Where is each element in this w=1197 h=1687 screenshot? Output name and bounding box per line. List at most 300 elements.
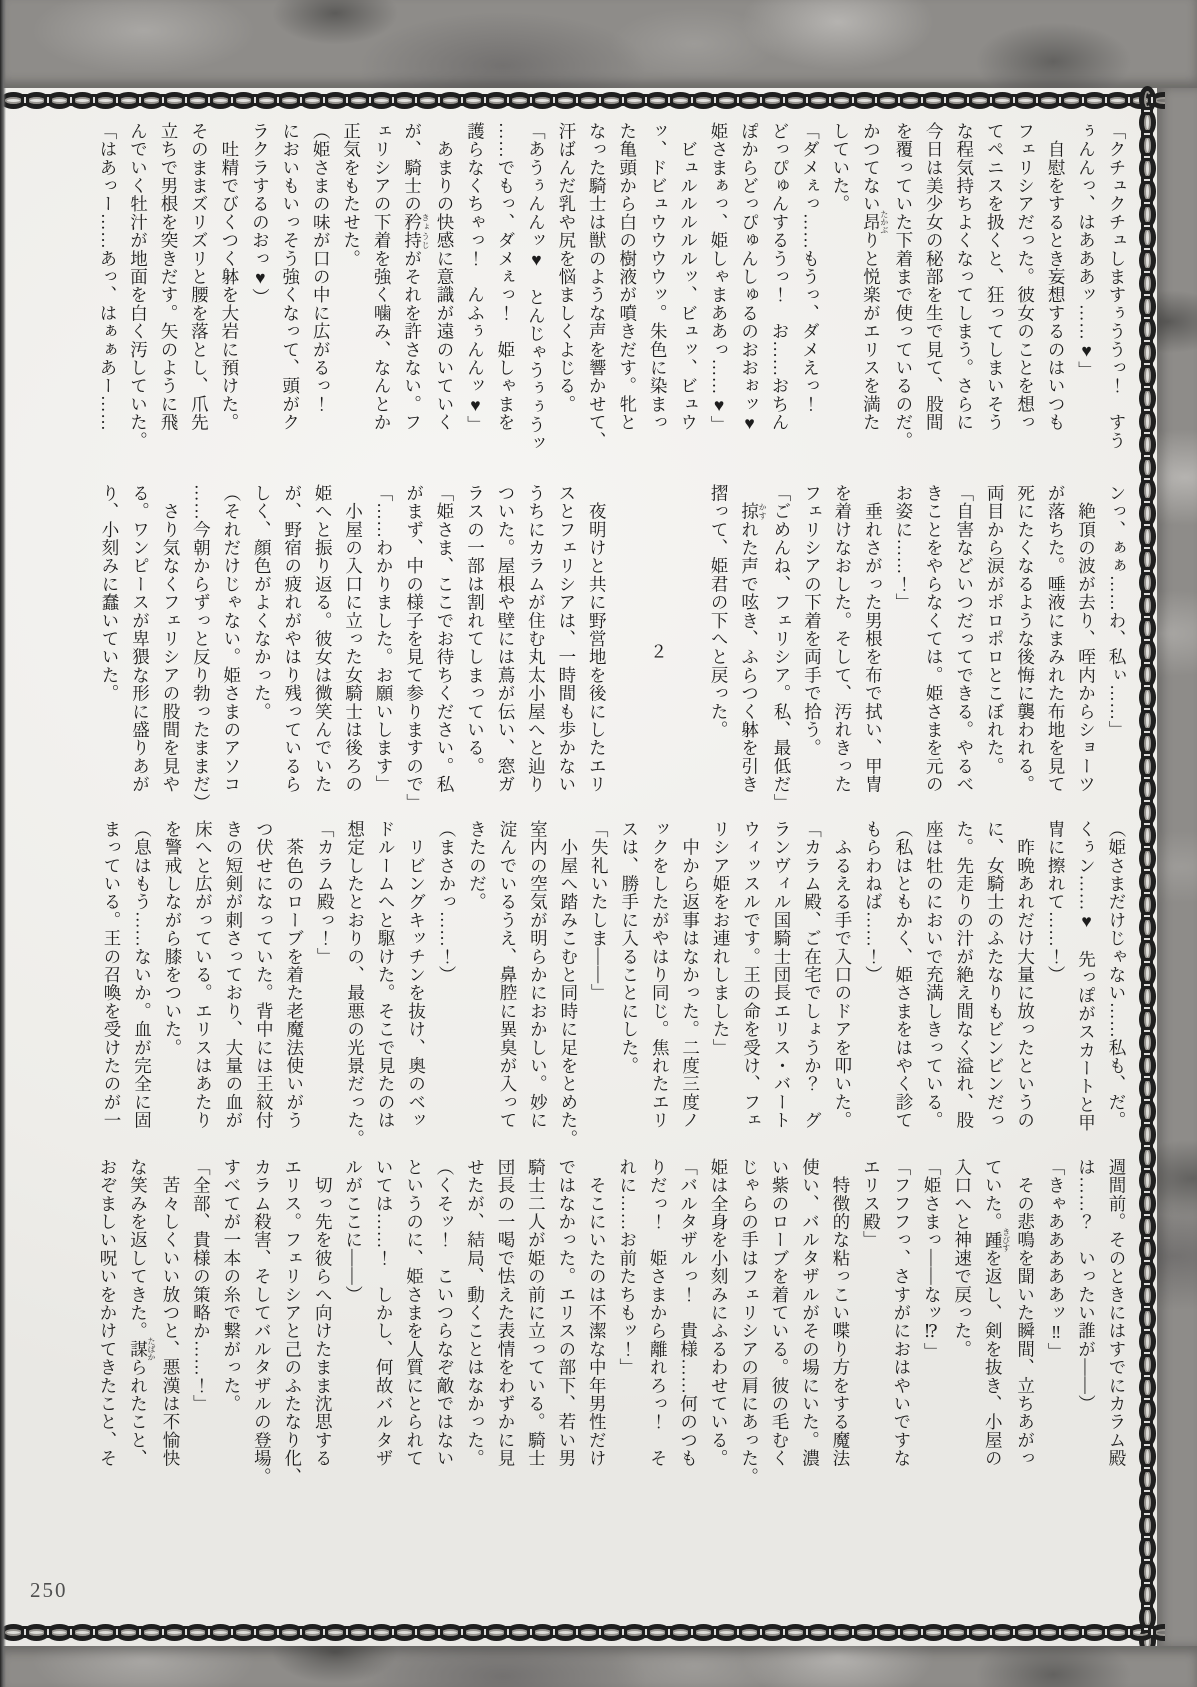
chain-joint: [21, 94, 29, 106]
text-column: 淀んでいるうえ、鼻腔に異臭が入って: [497, 820, 518, 1130]
chain-joint: [642, 1626, 650, 1638]
chain-joint: [1141, 475, 1153, 483]
chain-joint: [44, 1626, 52, 1638]
chain-joint: [711, 94, 719, 106]
text-column: 室内の空気が明らかにおかしい。妙に: [528, 820, 549, 1130]
chain-joint: [343, 1626, 351, 1638]
chain-joint: [1141, 1395, 1153, 1403]
chain-joint: [1141, 636, 1153, 644]
chain-joint: [619, 1626, 627, 1638]
chain-joint: [297, 1626, 305, 1638]
text-column: を着けなおした。そして、汚れきった: [832, 484, 853, 794]
chain-joint: [895, 1626, 903, 1638]
chain-joint: [1141, 889, 1153, 897]
chain-joint: [228, 1626, 236, 1638]
text-column: 姫は全身を小刻みにふるわせている。: [709, 1158, 730, 1468]
text-column: を覆っていた下着まで使っているのだ。: [893, 122, 914, 450]
chain-joint: [1141, 1050, 1153, 1058]
text-column: （姫さまの味が口の中に広がるっ！: [311, 122, 332, 414]
text-column: 「バルタザルっ！ 貴様……何のつも: [678, 1158, 699, 1468]
text-column: り、小刻みに蠢いていた。: [100, 484, 121, 703]
chain-joint: [1141, 268, 1153, 276]
chain-joint: [182, 94, 190, 106]
chain-joint: [1141, 1510, 1153, 1518]
chain-joint: [872, 1626, 880, 1638]
chain-joint: [67, 1626, 75, 1638]
chain-joint: [1141, 1533, 1153, 1541]
chain-joint: [803, 1626, 811, 1638]
text-column: そのままズリズリと腰を落とし、爪先: [189, 122, 210, 432]
text-column: まっている。王の召喚を受けたのが一: [102, 820, 123, 1130]
text-column: 想定したとおりの、最悪の光景だった。: [345, 820, 366, 1148]
chain-joint: [21, 1626, 29, 1638]
text-column: ランヴィル国騎士団長エリス・バート: [772, 820, 793, 1130]
chain-joint: [1141, 590, 1153, 598]
chain-joint: [1141, 866, 1153, 874]
text-column: じゃらの手はフェリシアの肩にあった。: [739, 1158, 760, 1486]
text-column: ぅんんっ、はあああッ……♥」: [1076, 122, 1097, 380]
text-column: ウィッスルです。王の命を受け、フェ: [741, 820, 762, 1130]
text-column: くぅン……♥ 先っぽがスカートと甲: [1076, 820, 1097, 1132]
text-column: （まさかっ……！）: [437, 820, 458, 984]
chain-joint: [1141, 291, 1153, 299]
chain-joint: [596, 1626, 604, 1638]
text-column: しく、顔色がよくなかった。: [252, 484, 273, 721]
text-column: リシア姫をお連れしました」: [711, 820, 732, 1057]
chain-joint: [734, 1626, 742, 1638]
chain-joint: [1141, 498, 1153, 506]
chain-joint: [1141, 360, 1153, 368]
text-column: 死にたくなるような後悔に襲われる。: [1015, 484, 1036, 794]
chain-joint: [90, 1626, 98, 1638]
chain-joint: [1102, 94, 1110, 106]
chain-joint: [780, 94, 788, 106]
text-column: が、騎士の矜持きょうじがそれを許さない。フ: [402, 122, 431, 432]
chain-joint: [297, 94, 305, 106]
text-column: 冑に擦れて……！）: [1046, 820, 1067, 984]
stone-texture-bottom: [0, 1646, 1197, 1687]
text-column: 姫さまぁっ、姫しゃまああっ……♥」: [709, 122, 730, 434]
text-column: 苦々しくいい放つと、悪漢は不愉快: [160, 1158, 181, 1468]
text-column: ックをしたがやはり同じ。焦れたエリ: [650, 820, 671, 1130]
chain-joint: [1010, 94, 1018, 106]
text-column: が、野宿の疲れがやはり残っているら: [282, 484, 303, 794]
chain-joint: [803, 94, 811, 106]
chain-joint: [826, 94, 834, 106]
chain-joint: [918, 94, 926, 106]
text-column: 「ダメぇっ……もうっ、ダメえっ！: [800, 122, 821, 414]
chain-joint: [550, 1626, 558, 1638]
text-column: さり気なくフェリシアの股間を見や: [160, 484, 181, 794]
chain-joint: [113, 94, 121, 106]
text-column: うちにカラムが住む丸太小屋へと辿り: [526, 484, 547, 794]
text-column: 絶頂の波が去り、咥内からショーツ: [1076, 484, 1097, 794]
chain-joint: [849, 1626, 857, 1638]
chain-joint: [481, 1626, 489, 1638]
chain-joint: [573, 1626, 581, 1638]
text-column: 掠かすれた声で呟き、ふらつく躰を引き: [739, 502, 768, 794]
text-column: ビュルルルルルッ、ビュッ、ビュウ: [678, 122, 699, 432]
text-column: が落ちた。唾液にまみれた布地を見て: [1046, 484, 1067, 794]
text-column: きことをやらなくては。姫さまを元の: [924, 484, 945, 794]
chain-joint: [527, 1626, 535, 1638]
text-column: 座は牡のにおいで充満しきっている。: [924, 820, 945, 1130]
text-column: つ伏せになっていた。背中には王紋付: [254, 820, 275, 1130]
chain-joint: [1141, 935, 1153, 943]
chain-joint: [688, 94, 696, 106]
text-column: その悲鳴を聞いた瞬間、立ちあがっ: [1015, 1158, 1036, 1468]
chain-joint: [1141, 1142, 1153, 1150]
chain-joint: [1141, 1188, 1153, 1196]
text-column: 夜明けと共に野営地を後にしたエリ: [587, 484, 608, 794]
text-column: きの短剣が刺さっており、大量の血が: [223, 820, 244, 1130]
chain-joint: [1141, 452, 1153, 460]
chain-joint: [366, 1626, 374, 1638]
chain-joint: [1141, 1602, 1153, 1610]
chain-joint: [320, 1626, 328, 1638]
chain-joint: [987, 1626, 995, 1638]
text-column: 「姫さまっ——なッ⁉」: [922, 1158, 943, 1361]
text-column: 正気をもたせた。: [341, 122, 362, 268]
chain-joint: [481, 94, 489, 106]
chain-joint: [1141, 1234, 1153, 1242]
text-band-4: [96, 1158, 1132, 1492]
text-column: なった騎士は獣のような声を響かせて、: [587, 122, 608, 450]
chain-joint: [826, 1626, 834, 1638]
chain-joint: [573, 94, 581, 106]
chain-joint: [504, 94, 512, 106]
text-column: い紫のローブを着ている。彼の毛むく: [770, 1158, 791, 1468]
text-column: していた。: [830, 122, 851, 213]
text-column: 垂れさがった男根を布で拭い、甲冑: [863, 484, 884, 794]
text-column: 「自害などいつだってできる。やるべ: [954, 484, 975, 794]
text-column: 「はあっー……あっ、はぁぁあー……: [98, 122, 119, 432]
chain-joint: [1141, 176, 1153, 184]
text-column: 「失礼いたしま——」: [589, 820, 610, 1002]
chain-joint: [90, 94, 98, 106]
text-column: 立ちで男根を突きだす。矢のように飛: [158, 122, 179, 432]
chain-joint: [849, 94, 857, 106]
chain-joint: [458, 1626, 466, 1638]
chain-joint: [757, 1626, 765, 1638]
text-column: 吐精でびくつく躰を大岩に預けた。: [219, 122, 240, 432]
chain-joint: [1141, 1211, 1153, 1219]
text-column: 床へと広がっている。エリスはあたり: [193, 820, 214, 1130]
chain-joint: [1141, 659, 1153, 667]
chain-joint: [1056, 1626, 1064, 1638]
chain-joint: [251, 94, 259, 106]
chain-joint: [1141, 1579, 1153, 1587]
chain-joint: [1141, 245, 1153, 253]
chain-joint: [1141, 222, 1153, 230]
chain-joint: [113, 1626, 121, 1638]
text-column: ンっ、ぁぁ……わ、私ぃ……」: [1107, 484, 1127, 739]
chain-joint: [688, 1626, 696, 1638]
chain-joint: [1141, 981, 1153, 989]
text-column: 姫へと振り返る。彼女は微笑んでいた: [313, 484, 334, 794]
text-column: 週間前。そのときにはすでにカラム殿: [1107, 1158, 1127, 1468]
chain-joint: [1141, 705, 1153, 713]
chain-joint: [987, 94, 995, 106]
text-column: においもいっそう強くなって、頭がク: [280, 122, 301, 432]
text-column: ぽからどっぴゅんしゅるのおおぉッ♥: [739, 122, 760, 434]
text-column: 小屋の入口に立った女騎士は後ろの: [343, 484, 364, 794]
text-column: きたのだ。: [467, 820, 488, 911]
text-column: ッ、ドビュウウウウッ。朱色に染まっ: [648, 122, 669, 432]
chain-joint: [1033, 1626, 1041, 1638]
chain-joint: [1141, 521, 1153, 529]
text-column: ラスの一部は割れてしまっている。: [465, 484, 486, 776]
chain-joint: [1141, 843, 1153, 851]
text-column: ていた。踵きびすを返し、剣を抜き、小屋の: [983, 1158, 1011, 1468]
text-column: かつてない昂たかぶりと悦楽がエリスを満た: [861, 122, 889, 432]
text-column: な程気持ちよくなってしまう。さらに: [954, 122, 975, 432]
chain-joint: [1141, 1257, 1153, 1265]
chain-joint: [619, 94, 627, 106]
chain-joint: [1141, 1280, 1153, 1288]
chain-joint: [182, 1626, 190, 1638]
text-column: [673, 484, 703, 818]
chain-joint: [1141, 1372, 1153, 1380]
chain-joint: [1141, 774, 1153, 782]
page-number: 250: [30, 1578, 68, 1602]
text-column: スは、勝手に入ることにした。: [619, 820, 640, 1075]
chain-joint: [1141, 199, 1153, 207]
chain-joint: [895, 94, 903, 106]
chain-joint: [1141, 912, 1153, 920]
chain-joint: [1141, 383, 1153, 391]
text-column: [612, 484, 642, 818]
text-column: どっぴゅんするうっ！ お……おちん: [770, 122, 791, 432]
chain-joint: [711, 1626, 719, 1638]
text-column: ドルームへと駆けた。そこで見たのは: [376, 820, 397, 1130]
text-column: もらわねば……！）: [863, 820, 884, 984]
text-column: 摺って、姫君の下へと戻った。: [709, 484, 730, 739]
chain-joint: [159, 94, 167, 106]
chain-joint: [1141, 1303, 1153, 1311]
text-column: 昨晩あれだけ大量に放ったというの: [1015, 820, 1036, 1130]
text-column: お姿に……！」: [893, 484, 914, 612]
chain-joint: [412, 1626, 420, 1638]
chain-joint: [1141, 1418, 1153, 1426]
text-column: 「ごめんね、フェリシア。私、最低だ」: [772, 484, 793, 812]
chain-border-bottom: [0, 1618, 1165, 1646]
chain-joint: [44, 94, 52, 106]
chain-joint: [1102, 1626, 1110, 1638]
chain-joint: [366, 94, 374, 106]
chain-joint: [67, 94, 75, 106]
chain-joint: [734, 94, 742, 106]
chain-joint: [1141, 1119, 1153, 1127]
text-column: 両目から涙がポロポロとこぼれた。: [985, 484, 1006, 776]
text-column: あまりの快感に意識が遠のいていく: [435, 122, 456, 432]
chain-joint: [343, 94, 351, 106]
chain-joint: [1125, 1626, 1133, 1638]
chain-joint: [1141, 567, 1153, 575]
text-column: （姫さまだけじゃない……私も、だ。: [1107, 820, 1127, 1130]
chain-joint: [1141, 429, 1153, 437]
chain-joint: [1141, 1349, 1153, 1357]
chain-joint: [1141, 797, 1153, 805]
text-column: 団長の一喝で怯えた表情をわずかに見: [495, 1158, 516, 1468]
text-column: は……？ いったい誰が——）: [1076, 1158, 1097, 1413]
text-column: 入口へと神速で戻った。: [952, 1158, 973, 1359]
text-column: 「カラム殿っ！」: [315, 820, 336, 966]
text-column: フェリシアだった。彼女のことを想っ: [1015, 122, 1036, 432]
text-band-3: [96, 820, 1132, 1154]
chain-joint: [1141, 544, 1153, 552]
stone-texture-right: [1157, 88, 1197, 1646]
text-column: 今日は美少女の秘部を生で見て、股間: [924, 122, 945, 432]
chain-joint: [274, 94, 282, 106]
chain-joint: [1141, 1073, 1153, 1081]
chain-joint: [205, 1626, 213, 1638]
chain-joint: [1141, 1326, 1153, 1334]
text-column: 中から返事はなかった。二度三度ノ: [680, 820, 701, 1130]
text-column: すべてが一本の糸で繋がった。: [221, 1158, 242, 1413]
chain-joint: [1141, 613, 1153, 621]
text-column: 小屋へ踏みこむと同時に足をとめた。: [558, 820, 579, 1148]
text-column: （くそッ！ こいつらなぞ敵ではない: [435, 1158, 456, 1468]
text-column: れに……お前たちもッ！」: [617, 1158, 638, 1377]
chain-joint: [1141, 728, 1153, 736]
chain-joint: [527, 94, 535, 106]
chain-joint: [205, 94, 213, 106]
text-column: な笑みを返してきた。謀たばかられたこと、: [128, 1158, 156, 1468]
chain-joint: [1148, 94, 1156, 106]
text-column: 「全部、貴様の策略か……！」: [191, 1158, 212, 1413]
chain-joint: [550, 94, 558, 106]
text-column: 騎士二人が姫の前に立っている。騎士: [526, 1158, 547, 1468]
text-band-2: [96, 484, 1132, 818]
text-column: せたが、結局、動くことはなかった。: [465, 1158, 486, 1468]
chain-joint: [1141, 1441, 1153, 1449]
chain-joint: [251, 1626, 259, 1638]
chain-joint: [389, 1626, 397, 1638]
chain-joint: [1033, 94, 1041, 106]
chain-joint: [1141, 1096, 1153, 1104]
chain-joint: [918, 1626, 926, 1638]
text-column: 使い、バルタザルがその場にいた。濃: [800, 1158, 821, 1468]
text-column: リビングキッチンを抜け、奥のベッ: [406, 820, 427, 1130]
chain-joint: [1141, 1165, 1153, 1173]
chain-joint: [1141, 1487, 1153, 1495]
text-column: た。先走りの汁が絶え間なく溢れ、股: [954, 820, 975, 1130]
chain-joint: [780, 1626, 788, 1638]
text-column: ２: [648, 641, 669, 661]
chain-joint: [1141, 153, 1153, 161]
text-column: スとフェリシアは、一時間も歩かない: [556, 484, 577, 794]
text-column: ふるえる手で入口のドアを叩いた。: [832, 820, 853, 1130]
chain-joint: [1141, 1004, 1153, 1012]
chain-joint: [872, 94, 880, 106]
chain-joint: [435, 94, 443, 106]
chain-joint: [1141, 958, 1153, 966]
text-column: （それだけじゃない。姫さまのアソコ: [221, 484, 242, 794]
text-column: （息はもう……ないか。血が完全に固: [132, 820, 153, 1130]
text-column: 自慰をするとき妄想するのはいつも: [1046, 122, 1067, 432]
text-column: た亀頭から白の樹液が噴きだす。牝と: [617, 122, 638, 432]
chain-joint: [159, 1626, 167, 1638]
stone-texture-top: [0, 0, 1197, 88]
page-edge-shadow: [0, 0, 6, 1687]
text-column: ではなかった。エリスの部下、若い男: [556, 1158, 577, 1468]
chain-joint: [665, 94, 673, 106]
text-column: エリス。フェリシアと己のふたなり化、: [282, 1158, 303, 1486]
text-column: る。ワンピースが卑猥な形に盛りあが: [130, 484, 151, 794]
chain-joint: [1141, 820, 1153, 828]
text-column: ェリシアの下着を強く噛み、なんとか: [372, 122, 393, 432]
chain-joint: [1141, 751, 1153, 759]
chain-joint: [1141, 337, 1153, 345]
text-column: ……今朝からずっと反り勃ったままだ）: [191, 484, 212, 812]
chain-joint: [964, 94, 972, 106]
text-column: りだっ！ 姫さまから離れろっ！ そ: [648, 1158, 669, 1468]
chain-joint: [1010, 1626, 1018, 1638]
chain-joint: [274, 1626, 282, 1638]
text-column: 茶色のローブを着た老魔法使いがう: [284, 820, 305, 1130]
chain-joint: [1141, 406, 1153, 414]
text-column: 「きゃあああああッ‼」: [1046, 1158, 1067, 1361]
chain-joint: [1079, 94, 1087, 106]
text-column: がまず、中の様子を見て参りますので」: [404, 484, 425, 812]
text-column: カラム殺害、そしてバルタザルの登場。: [252, 1158, 273, 1486]
text-column: んでいく牡汁が地面を白く汚していた。: [128, 122, 149, 450]
text-column: そこにいたのは不潔な中年男性だけ: [587, 1158, 608, 1468]
chain-border-right: [1133, 86, 1161, 1646]
chain-joint: [412, 94, 420, 106]
chain-joint: [596, 94, 604, 106]
chain-joint: [1056, 94, 1064, 106]
text-column: に、女騎士のふたなりもビンビンだっ: [985, 820, 1006, 1130]
chain-border-top: [0, 86, 1165, 114]
text-band-1: [96, 122, 1132, 456]
text-column: というのに、姫さまを人質にとられて: [404, 1158, 425, 1468]
chain-joint: [1148, 1626, 1156, 1638]
text-column: いては……！ しかし、何故バルタザ: [374, 1158, 395, 1468]
chain-joint: [320, 94, 328, 106]
chain-joint: [1141, 130, 1153, 138]
text-column: おぞましい呪いをかけてきたこと、そ: [98, 1158, 119, 1468]
chain-joint: [941, 1626, 949, 1638]
chain-joint: [665, 1626, 673, 1638]
text-column: ついた。屋根や壁には蔦が伝い、窓ガ: [495, 484, 516, 794]
text-column: 「カラム殿、ご在宅でしょうか？ グ: [802, 820, 823, 1130]
chain-joint: [435, 1626, 443, 1638]
text-column: 切っ先を彼らへ向けたまま沈思する: [313, 1158, 334, 1468]
chain-joint: [642, 94, 650, 106]
text-column: ……でもっ、ダメぇっ！ 姫しゃまを: [495, 122, 516, 432]
chain-joint: [136, 94, 144, 106]
chain-joint: [1141, 107, 1153, 115]
chain-joint: [1141, 682, 1153, 690]
text-column: 特徴的な粘っこい喋り方をする魔法: [830, 1158, 851, 1468]
chain-joint: [504, 1626, 512, 1638]
text-column: 「フフフっ、さすがにおはやいですな: [891, 1158, 912, 1468]
text-column: 「あうぅんんッ♥ とんじゃうぅぅうッ: [526, 122, 547, 453]
chain-joint: [1141, 1556, 1153, 1564]
text-column: エリス殿」: [861, 1158, 882, 1249]
text-column: （私はともかく、姫さまをはやく診て: [893, 820, 914, 1130]
text-column: 汗ばんだ乳や尻を悩ましくよじる。: [556, 122, 577, 414]
text-column: 「姫さま、ここでお待ちください。私: [435, 484, 456, 794]
chain-joint: [389, 94, 397, 106]
text-column: ルがここに——）: [343, 1158, 364, 1304]
chain-joint: [1141, 314, 1153, 322]
text-column: 「クチュクチュしますぅううっ！ すう: [1107, 122, 1127, 450]
text-column: を警戒しながら膝をついた。: [162, 820, 183, 1057]
chain-joint: [136, 1626, 144, 1638]
